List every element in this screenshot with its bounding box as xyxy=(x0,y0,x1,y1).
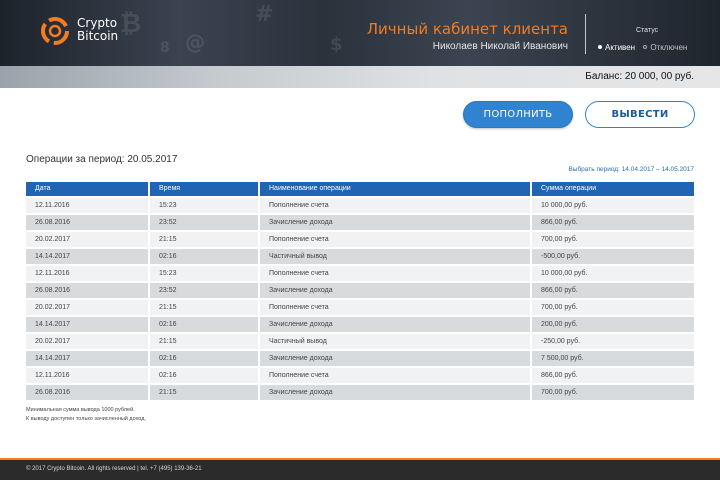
cell-operation: Зачисление дохода xyxy=(260,317,530,332)
table-body xyxy=(26,198,694,400)
logo-text[interactable] xyxy=(77,17,118,43)
cell-date: 20.02.2017 xyxy=(26,334,148,349)
background-decoration: $ xyxy=(330,34,343,55)
table-row[interactable] xyxy=(26,317,694,332)
cell-date: 26.08.2016 xyxy=(26,215,148,230)
operations-table xyxy=(26,182,694,400)
status-disabled-label: Отключен xyxy=(650,42,688,52)
background-decoration: 8 xyxy=(160,40,170,56)
status-toggle xyxy=(598,42,693,52)
cell-time: 02:16 xyxy=(150,368,258,383)
cell-date: 14.14.2017 xyxy=(26,351,148,366)
balance-bar xyxy=(0,66,720,88)
background-decoration: @ xyxy=(185,30,205,54)
cell-time: 23:52 xyxy=(150,283,258,298)
table-row[interactable] xyxy=(26,368,694,383)
period-select-link[interactable]: Выбрать период: 14.04.2017 – 14.05.2017 xyxy=(568,166,694,173)
cell-date: 26.08.2016 xyxy=(26,283,148,298)
cell-amount: 700,00 руб. xyxy=(532,300,694,315)
cell-date: 14.14.2017 xyxy=(26,249,148,264)
status-active-label: Активен xyxy=(605,42,636,52)
cell-amount: 700,00 руб. xyxy=(532,232,694,247)
cell-amount: 866,00 руб. xyxy=(532,215,694,230)
cell-operation: Зачисление дохода xyxy=(260,385,530,400)
user-name: Николаев Николай Иванович xyxy=(432,41,568,52)
column-header-operation[interactable]: Наименование операции xyxy=(260,182,530,196)
cell-time: 21:15 xyxy=(150,232,258,247)
cell-operation: Частичный вывод xyxy=(260,334,530,349)
cell-operation: Зачисление дохода xyxy=(260,215,530,230)
table-row[interactable] xyxy=(26,300,694,315)
column-header-time[interactable]: Время xyxy=(150,182,258,196)
cell-operation: Пополнение счета xyxy=(260,368,530,383)
column-header-amount[interactable]: Сумма операции xyxy=(532,182,694,196)
cell-amount: 200,00 руб. xyxy=(532,317,694,332)
table-row[interactable] xyxy=(26,266,694,281)
cell-time: 21:15 xyxy=(150,300,258,315)
cell-time: 02:16 xyxy=(150,351,258,366)
cell-amount: -500,00 руб. xyxy=(532,249,694,264)
header-divider xyxy=(585,14,586,54)
table-row[interactable] xyxy=(26,232,694,247)
cell-date: 20.02.2017 xyxy=(26,300,148,315)
withdraw-button[interactable]: ВЫВЕСТИ xyxy=(585,101,695,128)
cell-amount: -250,00 руб. xyxy=(532,334,694,349)
cell-amount: 866,00 руб. xyxy=(532,368,694,383)
cell-time: 15:23 xyxy=(150,198,258,213)
table-row[interactable] xyxy=(26,215,694,230)
cell-date: 12.11.2016 xyxy=(26,198,148,213)
min-withdraw-note: Минимальная сумма вывода 1000 рублей. xyxy=(26,407,135,413)
logo-icon[interactable] xyxy=(40,16,70,46)
status-option-disabled[interactable] xyxy=(643,43,687,52)
cell-amount: 7 500,00 руб. xyxy=(532,351,694,366)
cell-amount: 10 000,00 руб. xyxy=(532,198,694,213)
cell-time: 02:16 xyxy=(150,317,258,332)
cell-date: 12.11.2016 xyxy=(26,266,148,281)
cell-date: 20.02.2017 xyxy=(26,232,148,247)
site-footer xyxy=(0,458,720,480)
cell-amount: 10 000,00 руб. xyxy=(532,266,694,281)
operations-heading: Операции за период: 20.05.2017 xyxy=(26,154,178,165)
table-row[interactable] xyxy=(26,249,694,264)
cell-amount: 700,00 руб. xyxy=(532,385,694,400)
table-row[interactable] xyxy=(26,351,694,366)
cell-operation: Зачисление дохода xyxy=(260,351,530,366)
cell-time: 15:23 xyxy=(150,266,258,281)
cell-date: 26.08.2016 xyxy=(26,385,148,400)
page-title: Личный кабинет клиента xyxy=(366,20,568,38)
cell-date: 14.14.2017 xyxy=(26,317,148,332)
cell-time: 21:15 xyxy=(150,334,258,349)
topup-button[interactable]: ПОПОЛНИТЬ xyxy=(463,101,573,128)
radio-unselected-icon xyxy=(643,45,647,49)
table-row[interactable] xyxy=(26,334,694,349)
background-decoration: # xyxy=(255,2,274,27)
background-decoration: ₿ xyxy=(120,9,142,39)
cell-operation: Частичный вывод xyxy=(260,249,530,264)
cell-time: 23:52 xyxy=(150,215,258,230)
column-header-date[interactable]: Дата xyxy=(26,182,148,196)
logo-line-1: Crypto xyxy=(77,16,118,30)
withdraw-rule-note: К выводу доступен только зачисленный доход. xyxy=(26,416,146,422)
table-row[interactable] xyxy=(26,385,694,400)
cell-time: 21:15 xyxy=(150,385,258,400)
cell-operation: Пополнение счета xyxy=(260,232,530,247)
status-label: Статус xyxy=(636,27,659,34)
table-row[interactable] xyxy=(26,283,694,298)
cell-operation: Пополнение счета xyxy=(260,198,530,213)
status-option-active[interactable] xyxy=(598,43,635,52)
cell-operation: Пополнение счета xyxy=(260,266,530,281)
cell-date: 12.11.2016 xyxy=(26,368,148,383)
balance-value: Баланс: 20 000, 00 руб. xyxy=(585,71,694,82)
radio-selected-icon xyxy=(598,45,602,49)
site-header xyxy=(0,0,720,66)
table-header xyxy=(26,182,694,196)
footer-copyright: © 2017 Crypto Bitcoin. All rights reserved | tel. +7 (495) 139-36-21 xyxy=(26,466,202,472)
cell-amount: 866,00 руб. xyxy=(532,283,694,298)
cell-operation: Пополнение счета xyxy=(260,300,530,315)
table-row[interactable] xyxy=(26,198,694,213)
cell-operation: Зачисление дохода xyxy=(260,283,530,298)
cell-time: 02:16 xyxy=(150,249,258,264)
logo-line-2: Bitcoin xyxy=(77,29,119,43)
